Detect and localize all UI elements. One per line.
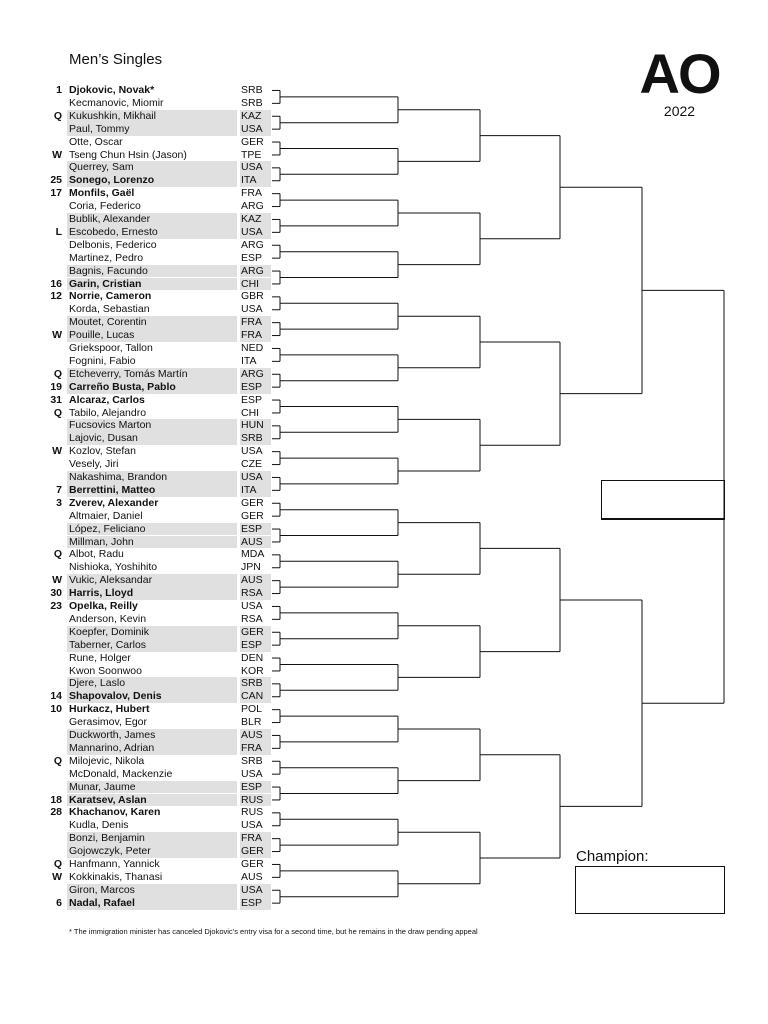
- player-country: USA: [241, 445, 263, 458]
- player-name: Coria, Federico: [69, 200, 141, 213]
- player-country: BLR: [241, 716, 262, 729]
- player-country: USA: [241, 600, 263, 612]
- player-name: Kozlov, Stefan: [69, 445, 136, 458]
- player-name: Carreño Busta, Pablo: [69, 380, 176, 393]
- seed-label: 16: [50, 277, 62, 290]
- seed-label: 3: [56, 496, 62, 509]
- player-name: Millman, John: [69, 535, 134, 548]
- seed-label: W: [52, 870, 62, 883]
- player-name: Querrey, Sam: [69, 161, 134, 174]
- seed-label: W: [52, 445, 62, 458]
- player-country: AUS: [241, 535, 263, 548]
- player-country: AUS: [241, 574, 263, 587]
- player-name: McDonald, Mackenzie: [69, 767, 173, 780]
- seed-label: 31: [50, 393, 62, 406]
- player-country: FRA: [241, 329, 262, 342]
- player-country: ESP: [241, 380, 263, 393]
- player-country: AUS: [241, 729, 263, 741]
- player-country: GER: [241, 135, 264, 148]
- seed-label: W: [52, 574, 62, 587]
- player-country: SRB: [241, 754, 263, 767]
- seed-label: Q: [53, 548, 62, 561]
- player-country: GER: [241, 496, 264, 509]
- player-country: FRA: [241, 832, 262, 845]
- player-name: Giron, Marcos: [69, 883, 135, 896]
- player-country: KAZ: [241, 109, 262, 122]
- player-country: DEN: [241, 651, 264, 664]
- player-country: SRB: [241, 432, 263, 445]
- seed-label: 17: [50, 187, 62, 200]
- player-country: USA: [241, 767, 263, 780]
- seed-label: L: [55, 225, 62, 238]
- seed-label: 10: [50, 703, 62, 716]
- player-country: USA: [241, 225, 263, 238]
- player-country: USA: [241, 122, 263, 135]
- player-name: Kukushkin, Mikhail: [69, 109, 156, 122]
- year-label: 2022: [663, 103, 696, 119]
- player-name: Djokovic, Novak*: [69, 84, 155, 96]
- player-country: RSA: [241, 587, 263, 600]
- seed-label: Q: [53, 754, 62, 767]
- player-country: RUS: [241, 793, 264, 806]
- player-country: GER: [241, 845, 264, 858]
- player-country: CHI: [241, 406, 260, 419]
- player-country: SRB: [241, 84, 263, 96]
- player-name: Gerasimov, Egor: [69, 716, 147, 729]
- player-name: Griekspoor, Tallon: [69, 342, 153, 354]
- player-country: RSA: [241, 612, 263, 625]
- player-name: Gojowczyk, Peter: [69, 845, 151, 858]
- player-name: Mannarino, Adrian: [69, 741, 155, 754]
- player-country: ESP: [241, 522, 263, 535]
- seed-label: 19: [50, 380, 62, 393]
- player-name: Harris, Lloyd: [69, 587, 134, 600]
- player-name: López, Feliciano: [69, 522, 146, 535]
- player-name: Albot, Radu: [69, 548, 124, 561]
- player-name: Kwon Soonwoo: [69, 664, 142, 677]
- player-name: Bonzi, Benjamin: [69, 832, 145, 845]
- player-name: Delbonis, Federico: [69, 238, 157, 251]
- seed-label: 28: [50, 806, 62, 819]
- player-name: Norrie, Cameron: [69, 290, 152, 303]
- player-country: USA: [241, 471, 263, 483]
- player-country: USA: [241, 161, 263, 174]
- player-name: Vesely, Jiri: [69, 458, 119, 471]
- seed-label: 14: [50, 690, 62, 703]
- seed-label: W: [52, 148, 62, 161]
- player-name: Fucsovics Marton: [69, 419, 152, 432]
- player-name: Milojevic, Nikola: [69, 754, 145, 767]
- player-name: Rune, Holger: [69, 651, 131, 664]
- player-country: GER: [241, 858, 264, 870]
- player-name: Taberner, Carlos: [69, 638, 147, 651]
- player-name: Sonego, Lorenzo: [69, 174, 155, 187]
- player-name: Hurkacz, Hubert: [69, 703, 150, 716]
- player-country: NED: [241, 342, 264, 354]
- player-country: ESP: [241, 896, 263, 909]
- seed-label: Q: [53, 109, 62, 122]
- player-country: USA: [241, 303, 263, 316]
- player-country: ITA: [241, 354, 257, 367]
- player-name: Berrettini, Matteo: [69, 483, 156, 496]
- player-name: Anderson, Kevin: [69, 612, 147, 625]
- player-country: TPE: [241, 148, 262, 161]
- player-name: Korda, Sebastian: [69, 303, 150, 316]
- player-name: Moutet, Corentin: [69, 316, 147, 329]
- seed-label: 30: [50, 587, 62, 600]
- seed-label: 18: [50, 793, 62, 806]
- player-country: GER: [241, 509, 264, 522]
- player-name: Pouille, Lucas: [69, 329, 135, 342]
- seed-label: 7: [56, 483, 62, 496]
- player-country: ARG: [241, 367, 264, 380]
- player-name: Tseng Chun Hsin (Jason): [69, 148, 187, 161]
- player-name: Kecmanovic, Miomir: [69, 96, 164, 109]
- final-winner-box: [601, 480, 725, 520]
- player-country: ESP: [241, 638, 263, 651]
- player-name: Alcaraz, Carlos: [69, 393, 145, 406]
- player-name: Paul, Tommy: [69, 122, 130, 135]
- player-country: ARG: [241, 200, 264, 213]
- player-country: ESP: [241, 393, 263, 406]
- player-country: KOR: [241, 664, 264, 677]
- player-country: USA: [241, 819, 263, 832]
- player-country: ITA: [241, 483, 257, 496]
- player-country: HUN: [241, 419, 264, 432]
- seed-label: 12: [50, 290, 62, 303]
- seed-label: 1: [56, 84, 62, 96]
- player-country: ARG: [241, 264, 264, 277]
- page-title: Men’s Singles: [69, 51, 163, 68]
- player-country: RUS: [241, 806, 264, 819]
- player-country: SRB: [241, 677, 263, 690]
- player-name: Escobedo, Ernesto: [69, 225, 158, 238]
- player-name: Lajovic, Dusan: [69, 432, 138, 445]
- player-name: Kokkinakis, Thanasi: [69, 870, 163, 883]
- seed-label: Q: [53, 406, 62, 419]
- ao-logo: AO: [639, 42, 720, 105]
- footnote: * The immigration minister has canceled Djokovic’s entry visa for a second time, but he remains in the draw pending appeal: [69, 927, 478, 936]
- player-name: Tabilo, Alejandro: [69, 406, 147, 419]
- player-country: CAN: [241, 690, 264, 703]
- seed-label: 23: [50, 600, 62, 612]
- player-country: KAZ: [241, 213, 262, 225]
- player-country: ESP: [241, 251, 263, 264]
- player-name: Martinez, Pedro: [69, 251, 144, 264]
- seed-label: Q: [53, 858, 62, 870]
- player-name: Altmaier, Daniel: [69, 509, 143, 522]
- player-name: Koepfer, Dominik: [69, 625, 149, 638]
- player-name: Opelka, Reilly: [69, 600, 138, 612]
- player-name: Djere, Laslo: [69, 677, 126, 690]
- player-name: Garin, Cristian: [69, 277, 142, 290]
- player-country: ITA: [241, 174, 257, 187]
- player-name: Hanfmann, Yannick: [69, 858, 160, 870]
- player-country: MDA: [241, 548, 265, 561]
- player-name: Nishioka, Yoshihito: [69, 561, 158, 574]
- player-name: Zverev, Alexander: [69, 496, 159, 509]
- player-country: USA: [241, 883, 263, 896]
- player-country: JPN: [241, 561, 261, 574]
- player-country: POL: [241, 703, 263, 716]
- player-name: Bublik, Alexander: [69, 213, 151, 225]
- player-country: SRB: [241, 96, 263, 109]
- player-country: AUS: [241, 870, 263, 883]
- player-country: FRA: [241, 316, 262, 329]
- player-country: FRA: [241, 187, 262, 200]
- player-country: GER: [241, 625, 264, 638]
- seed-label: W: [52, 329, 62, 342]
- player-name: Shapovalov, Denis: [69, 690, 162, 703]
- seed-label: Q: [53, 367, 62, 380]
- player-name: Nadal, Rafael: [69, 896, 135, 909]
- player-country: GBR: [241, 290, 264, 303]
- player-name: Vukic, Aleksandar: [69, 574, 153, 587]
- player-country: CZE: [241, 458, 262, 471]
- player-name: Bagnis, Facundo: [69, 264, 148, 277]
- player-name: Karatsev, Aslan: [69, 793, 147, 806]
- player-country: CHI: [241, 277, 260, 290]
- player-country: ESP: [241, 780, 263, 793]
- player-name: Monfils, Gaël: [69, 187, 135, 200]
- champion-label: Champion:: [576, 848, 649, 865]
- champion-box: [575, 866, 725, 914]
- player-name: Fognini, Fabio: [69, 354, 136, 367]
- player-country: FRA: [241, 741, 262, 754]
- player-name: Duckworth, James: [69, 729, 156, 741]
- player-name: Nakashima, Brandon: [69, 471, 168, 483]
- player-name: Munar, Jaume: [69, 780, 136, 793]
- player-country: ARG: [241, 238, 264, 251]
- player-name: Kudla, Denis: [69, 819, 129, 832]
- player-name: Otte, Oscar: [69, 135, 123, 148]
- seed-label: 25: [50, 174, 62, 187]
- player-name: Khachanov, Karen: [69, 806, 161, 819]
- seed-label: 6: [56, 896, 62, 909]
- player-name: Etcheverry, Tomás Martín: [69, 367, 188, 380]
